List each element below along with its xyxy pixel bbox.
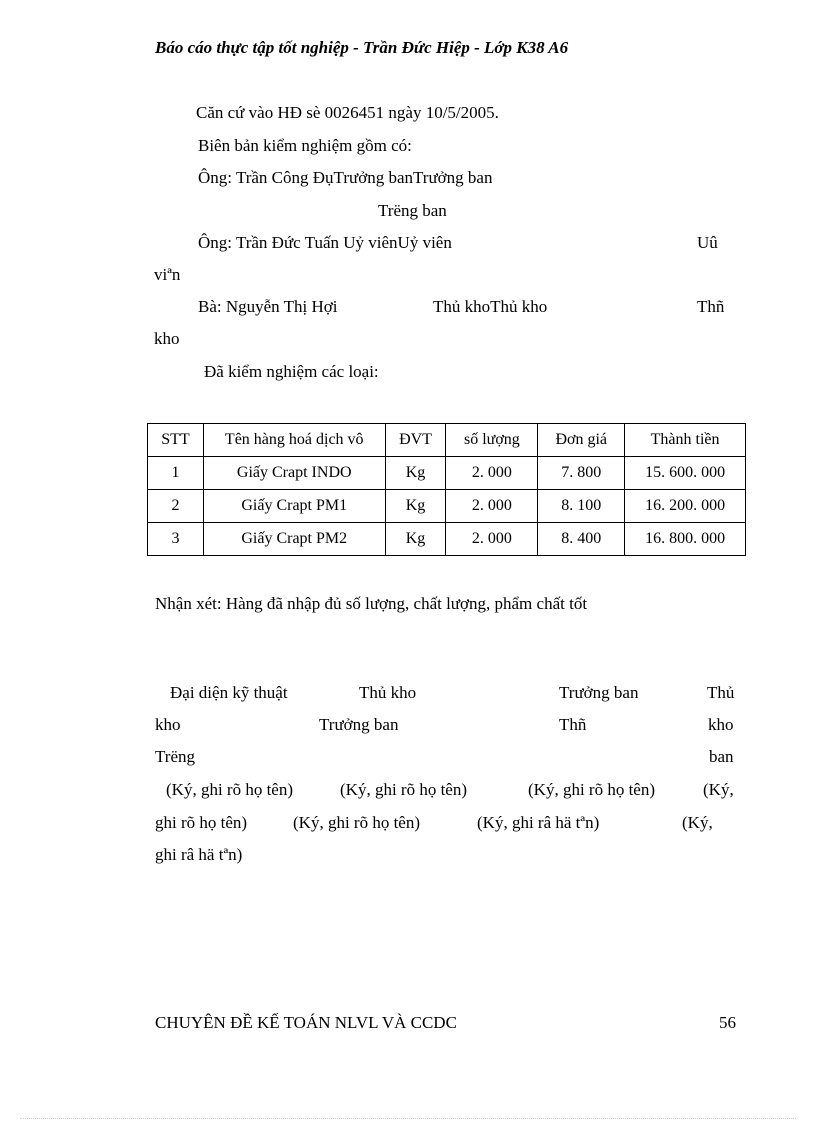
member-3-continued: kho [154,329,180,348]
sig-note-6: (Ký, ghi râ hä tªn) [477,813,600,832]
cell-stt: 2 [148,490,204,523]
table-row [148,523,746,556]
cell-unit: Kg [385,457,446,490]
sig-row2-d: kho [708,715,734,734]
cell-quantity: 2. 000 [446,457,538,490]
header-item-name: Tên hàng hoá dịch vô [203,424,385,457]
header-amount: Thành tiền [625,424,746,457]
sig-note-5: (Ký, ghi rõ họ tên) [293,813,421,832]
sig-note-7: (Ký, [682,813,713,832]
page-number: 56 [719,1013,736,1032]
page-bottom-divider [20,1118,796,1119]
footer-title: CHUYÊN ĐỀ KẾ TOÁN NLVL VÀ CCDC [155,1013,457,1032]
sig-head: Trưởng ban [559,683,639,702]
cell-quantity: 2. 000 [446,490,538,523]
cell-stt: 3 [148,523,204,556]
sig-row3-a: Trëng [155,747,195,766]
sig-storekeeper: Thủ kho [359,683,417,702]
member-2-continued: viªn [154,265,181,284]
cell-amount: 16. 200. 000 [625,490,746,523]
sig-note-1: (Ký, ghi rõ họ tên) [166,780,294,799]
cell-unit-price: 8. 400 [538,523,625,556]
table-row [148,490,746,523]
member-3-tail: Thñ [697,297,725,316]
sig-note-2: (Ký, ghi rõ họ tên) [340,780,468,799]
goods-table [147,423,746,556]
page-header: Báo cáo thực tập tốt nghiệp - Trần Đức Hiệp - Lớp K38 A6 [155,38,569,57]
contract-reference: Căn cứ vào HĐ sè 0026451 ngày 10/5/2005. [196,103,499,122]
header-unit-price: Đơn giá [538,424,625,457]
sig-technical-rep: Đại diện kỹ thuật [170,683,288,702]
sig-note-4: (Ký, [703,780,734,799]
cell-item-name: Giấy Crapt PM2 [203,523,385,556]
sig-note-4-cont: ghi rõ họ tên) [155,813,248,832]
table-header-row [148,424,746,457]
member-1: Ông: Trần Công ĐụTrưởng banTrưởng ban [198,168,493,187]
header-stt: STT [148,424,204,457]
header-unit: ĐVT [385,424,446,457]
cell-unit-price: 8. 100 [538,490,625,523]
cell-item-name: Giấy Crapt PM1 [203,490,385,523]
remark: Nhận xét: Hàng đã nhập đủ số lượng, chất lượng, phẩm chất tốt [155,594,588,613]
sig-note-3: (Ký, ghi rõ họ tên) [528,780,656,799]
cell-item-name: Giấy Crapt INDO [203,457,385,490]
sig-row2-c: Thñ [559,715,587,734]
member-2-tail: Uû [697,233,718,252]
cell-unit-price: 7. 800 [538,457,625,490]
sig-storekeeper-2: Thủ [707,683,735,702]
sig-row2-a: kho [155,715,181,734]
cell-amount: 16. 800. 000 [625,523,746,556]
table-row [148,457,746,490]
cell-amount: 15. 600. 000 [625,457,746,490]
member-2: Ông: Trần Đức Tuấn Uỷ viênUỷ viên [198,233,452,252]
member-3-name: Bà: Nguyễn Thị Hợi [198,297,338,316]
sig-note-7-cont: ghi râ hä tªn) [155,845,243,864]
cell-unit: Kg [385,490,446,523]
member-3-role: Thủ khoThủ kho [433,297,548,316]
sig-row3-b: ban [709,747,734,766]
cell-stt: 1 [148,457,204,490]
member-1-continued: Trëng ban [378,201,447,220]
header-quantity: số lượng [446,424,538,457]
cell-unit: Kg [385,523,446,556]
report-members-heading: Biên bản kiểm nghiệm gồm có: [198,136,412,155]
sig-row2-b: Trưởng ban [319,715,399,734]
checked-items-heading: Đã kiểm nghiệm các loại: [204,362,379,381]
cell-quantity: 2. 000 [446,523,538,556]
